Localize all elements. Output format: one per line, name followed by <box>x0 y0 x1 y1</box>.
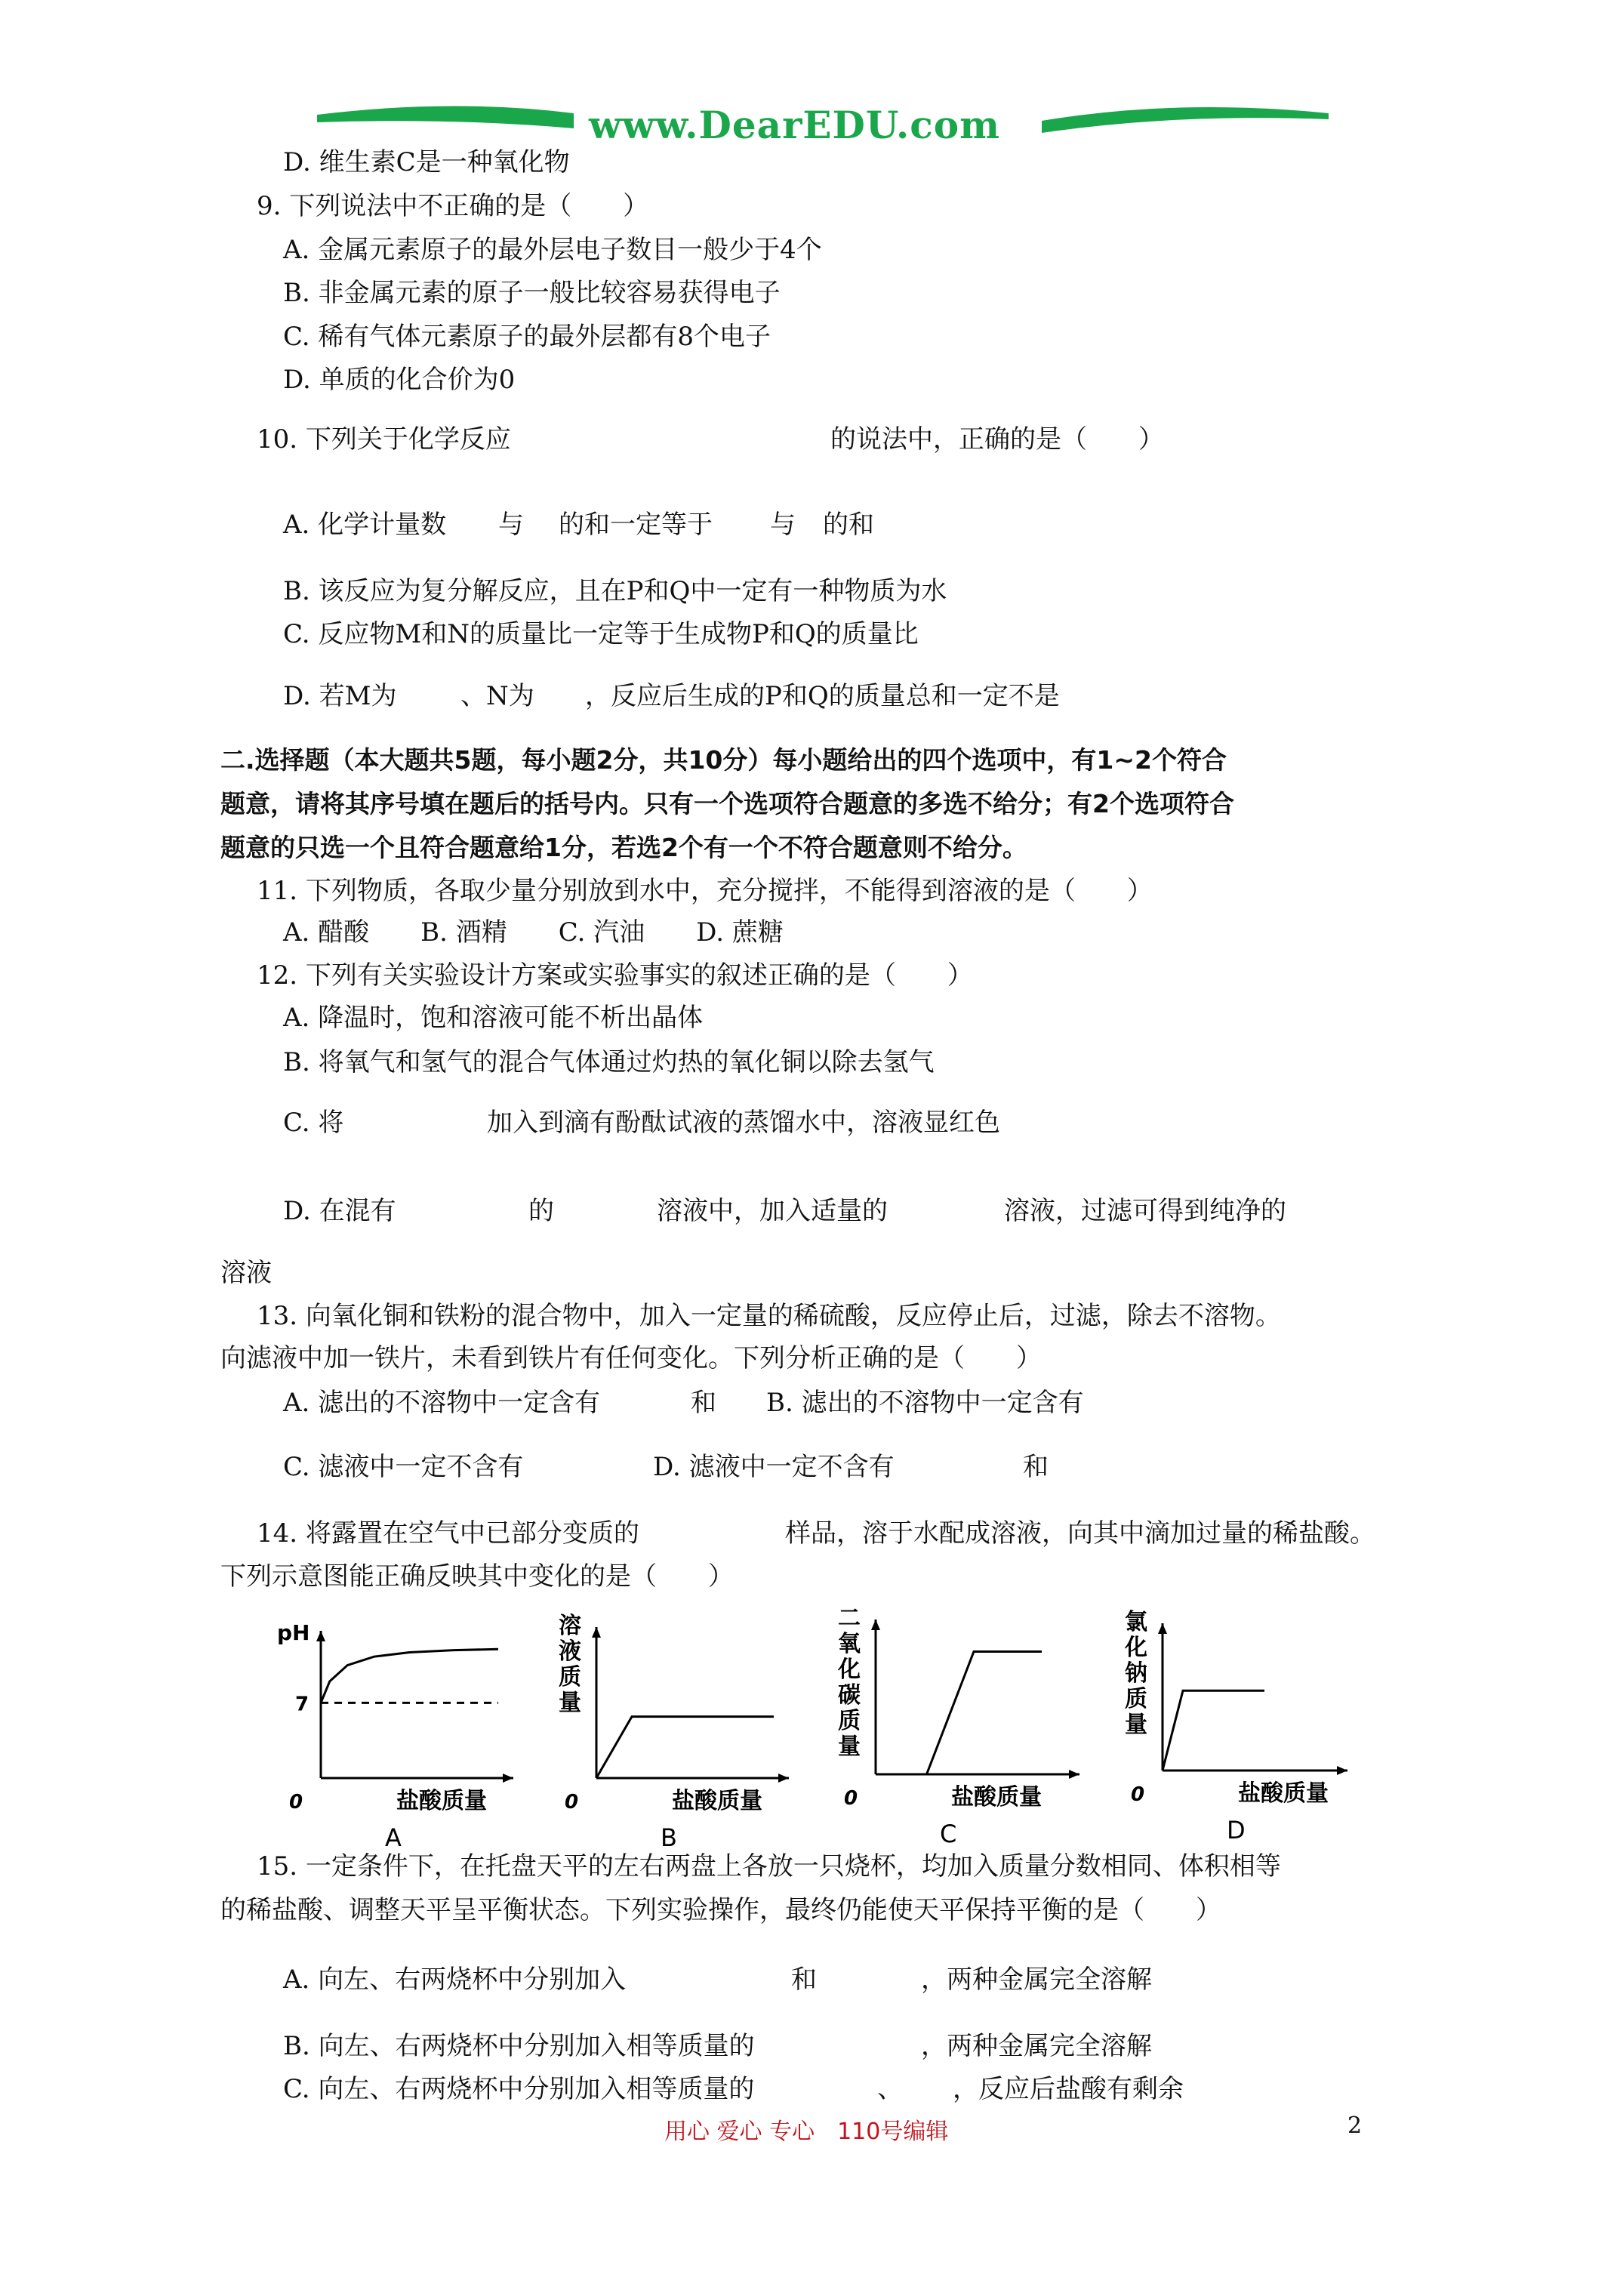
origin-label: 0 <box>565 1791 579 1814</box>
q10-option-d-part3: ，反应后生成的P和Q的质量总和一定不是 <box>585 681 1060 711</box>
y-axis-arrow <box>316 1631 325 1641</box>
y-tick-7: 7 <box>295 1693 310 1716</box>
y-axis-label-char: 氯 <box>1125 1609 1147 1635</box>
y-axis-arrow <box>592 1627 601 1638</box>
panel-label-D: D <box>1227 1816 1246 1845</box>
x-axis-label: 盐酸质量 <box>1238 1780 1329 1807</box>
x-axis-label: 盐酸质量 <box>951 1784 1042 1811</box>
q9-stem: 9. 下列说法中不正确的是（ ） <box>257 191 649 221</box>
y-axis-label-char: 量 <box>838 1734 861 1760</box>
section2-instructions-line3: 题意的只选一个且符合题意给1分，若选2个有一个不符合题意则不给分。 <box>220 833 1027 862</box>
q10-option-a-part1: A. 化学计量数 <box>283 510 447 540</box>
x-axis-arrow <box>778 1774 789 1783</box>
y-axis-arrow <box>871 1620 880 1630</box>
y-axis-label-char: 化 <box>1125 1635 1147 1661</box>
y-axis-label-char: 质 <box>1125 1686 1147 1712</box>
q13-option-d-part2: 和 <box>1023 1452 1049 1482</box>
y-axis-label-char: 二 <box>838 1605 861 1632</box>
q10-stem-part2: 的说法中，正确的是（ ） <box>830 424 1164 455</box>
q11-stem: 11. 下列物质，各取少量分别放到水中，充分搅拌，不能得到溶液的是（ ） <box>257 876 1153 906</box>
q15-option-b-part2: ，两种金属完全溶解 <box>921 2031 1152 2061</box>
q12-option-d-part3: 溶液中，加入适量的 <box>657 1196 888 1226</box>
q9-option-d: D. 单质的化合价为0 <box>283 365 516 395</box>
panel-label-C: C <box>940 1820 957 1848</box>
section2-instructions-line1: 二.选择题（本大题共5题，每小题2分，共10分）每小题给出的四个选项中，有1~2个符合 <box>220 745 1227 775</box>
y-axis-label-char: 质 <box>559 1664 581 1690</box>
q15-stem-line2: 的稀盐酸、调整天平呈平衡状态。下列实验操作，最终仍能使天平保持平衡的是（ ） <box>220 1895 1221 1925</box>
q15-option-b-part1: B. 向左、右两烧杯中分别加入相等质量的 <box>283 2031 755 2061</box>
x-axis-arrow <box>1069 1770 1079 1779</box>
q8-option-d: D. 维生素C是一种氧化物 <box>283 147 570 177</box>
q10-option-d-part2: 、N为 <box>460 681 534 711</box>
q10-option-a-part4: 与 <box>770 510 796 540</box>
q10-option-a-part3: 的和一定等于 <box>559 510 713 540</box>
q13-option-b: B. 滤出的不溶物中一定含有 <box>766 1388 1084 1418</box>
q12-option-d-part1: D. 在混有 <box>283 1196 396 1226</box>
q13-option-a-part2: 和 <box>691 1388 716 1418</box>
y-axis-label-char: 钠 <box>1125 1660 1147 1687</box>
y-axis-label-char: 氧 <box>838 1631 861 1657</box>
data-line-A <box>321 1649 498 1703</box>
q13-option-a-part1: A. 滤出的不溶物中一定含有 <box>283 1388 601 1418</box>
y-axis-label: pH <box>277 1620 310 1645</box>
q12-option-c-part2: 加入到滴有酚酞试液的蒸馏水中，溶液显红色 <box>487 1108 1000 1138</box>
q12-option-d-part4: 溶液，过滤可得到纯净的 <box>1004 1196 1286 1226</box>
q14-stem-part2: 样品，溶于水配成溶液，向其中滴加过量的稀盐酸。 <box>785 1518 1375 1549</box>
q11-options: A. 醋酸 B. 酒精 C. 汽油 D. 蔗糖 <box>283 917 784 948</box>
q12-option-a: A. 降温时，饱和溶液可能不析出晶体 <box>283 1003 704 1033</box>
data-line-B <box>596 1717 774 1778</box>
q15-option-a-part3: ，两种金属完全溶解 <box>921 1965 1152 1995</box>
q12-option-d-part5: 溶液 <box>220 1258 272 1288</box>
panel-label-B: B <box>661 1823 677 1852</box>
q10-option-c: C. 反应物M和N的质量比一定等于生成物P和Q的质量比 <box>283 619 919 649</box>
q15-option-c-part1: C. 向左、右两烧杯中分别加入相等质量的 <box>283 2074 755 2104</box>
page-number: 2 <box>1347 2113 1363 2139</box>
q15-option-c-part3: ，反应后盐酸有剩余 <box>953 2074 1184 2104</box>
q9-option-a: A. 金属元素原子的最外层电子数目一般少于4个 <box>283 235 822 265</box>
x-axis-label: 盐酸质量 <box>672 1788 762 1814</box>
y-axis-label-char: 质 <box>838 1708 861 1734</box>
q13-stem-line2: 向滤液中加一铁片，未看到铁片有任何变化。下列分析正确的是（ ） <box>220 1343 1042 1373</box>
q10-stem-part1: 10. 下列关于化学反应 <box>257 424 511 455</box>
q14-stem-part1: 14. 将露置在空气中已部分变质的 <box>257 1518 639 1549</box>
q13-option-c: C. 滤液中一定不含有 <box>283 1452 524 1482</box>
section2-instructions-line2: 题意，请将其序号填在题后的括号内。只有一个选项符合题意的多选不给分；有2个选项符合 <box>220 789 1234 818</box>
origin-label: 0 <box>289 1791 303 1814</box>
page-header <box>0 0 1623 151</box>
x-axis-arrow <box>1337 1766 1347 1775</box>
q13-stem-line1: 13. 向氧化铜和铁粉的混合物中，加入一定量的稀硫酸，反应停止后，过滤，除去不溶物。 <box>257 1301 1281 1331</box>
q12-option-d-part2: 的 <box>528 1196 554 1226</box>
site-logo-text[interactable]: www.DearEDU.com <box>589 103 1001 147</box>
q15-option-a-part1: A. 向左、右两烧杯中分别加入 <box>283 1965 627 1995</box>
y-axis-label-char: 量 <box>559 1690 581 1716</box>
q12-option-c-part1: C. 将 <box>283 1108 344 1138</box>
x-axis-label: 盐酸质量 <box>396 1788 487 1814</box>
q15-option-a-part2: 和 <box>791 1965 817 1995</box>
y-axis-label-char: 溶 <box>559 1613 581 1639</box>
q14-stem-line2: 下列示意图能正确反映其中变化的是（ ） <box>220 1561 734 1592</box>
panel-label-A: A <box>385 1823 402 1852</box>
q14-charts <box>0 1601 1623 1857</box>
y-axis-label-char: 化 <box>838 1657 861 1683</box>
y-axis-label-char: 液 <box>559 1638 581 1665</box>
q12-option-b: B. 将氧气和氢气的混合气体通过灼热的氧化铜以除去氢气 <box>283 1047 935 1077</box>
origin-label: 0 <box>1131 1783 1145 1806</box>
x-axis-arrow <box>503 1774 513 1783</box>
q10-option-a-part2: 与 <box>498 510 524 540</box>
data-line-D <box>1163 1690 1264 1771</box>
q9-option-b: B. 非金属元素的原子一般比较容易获得电子 <box>283 278 781 308</box>
y-axis-label-char: 量 <box>1125 1712 1147 1738</box>
q15-stem-line1: 15. 一定条件下，在托盘天平的左右两盘上各放一只烧杯，均加入质量分数相同、体积相等 <box>257 1851 1281 1881</box>
q9-option-c: C. 稀有气体元素原子的最外层都有8个电子 <box>283 322 771 352</box>
y-axis-arrow <box>1158 1623 1167 1634</box>
y-axis-label-char: 碳 <box>838 1682 861 1709</box>
footer-text: 用心 爱心 专心 110号编辑 <box>664 2119 949 2145</box>
q10-option-a-part5: 的和 <box>823 510 874 540</box>
q15-option-c-part2: 、 <box>877 2074 903 2104</box>
q12-stem: 12. 下列有关实验设计方案或实验事实的叙述正确的是（ ） <box>257 960 973 991</box>
q10-option-d-part1: D. 若M为 <box>283 681 397 711</box>
data-line-C <box>876 1652 1042 1775</box>
q13-option-d-part1: D. 滤液中一定不含有 <box>653 1452 895 1482</box>
origin-label: 0 <box>844 1787 858 1810</box>
q10-option-b: B. 该反应为复分解反应，且在P和Q中一定有一种物质为水 <box>283 576 947 606</box>
